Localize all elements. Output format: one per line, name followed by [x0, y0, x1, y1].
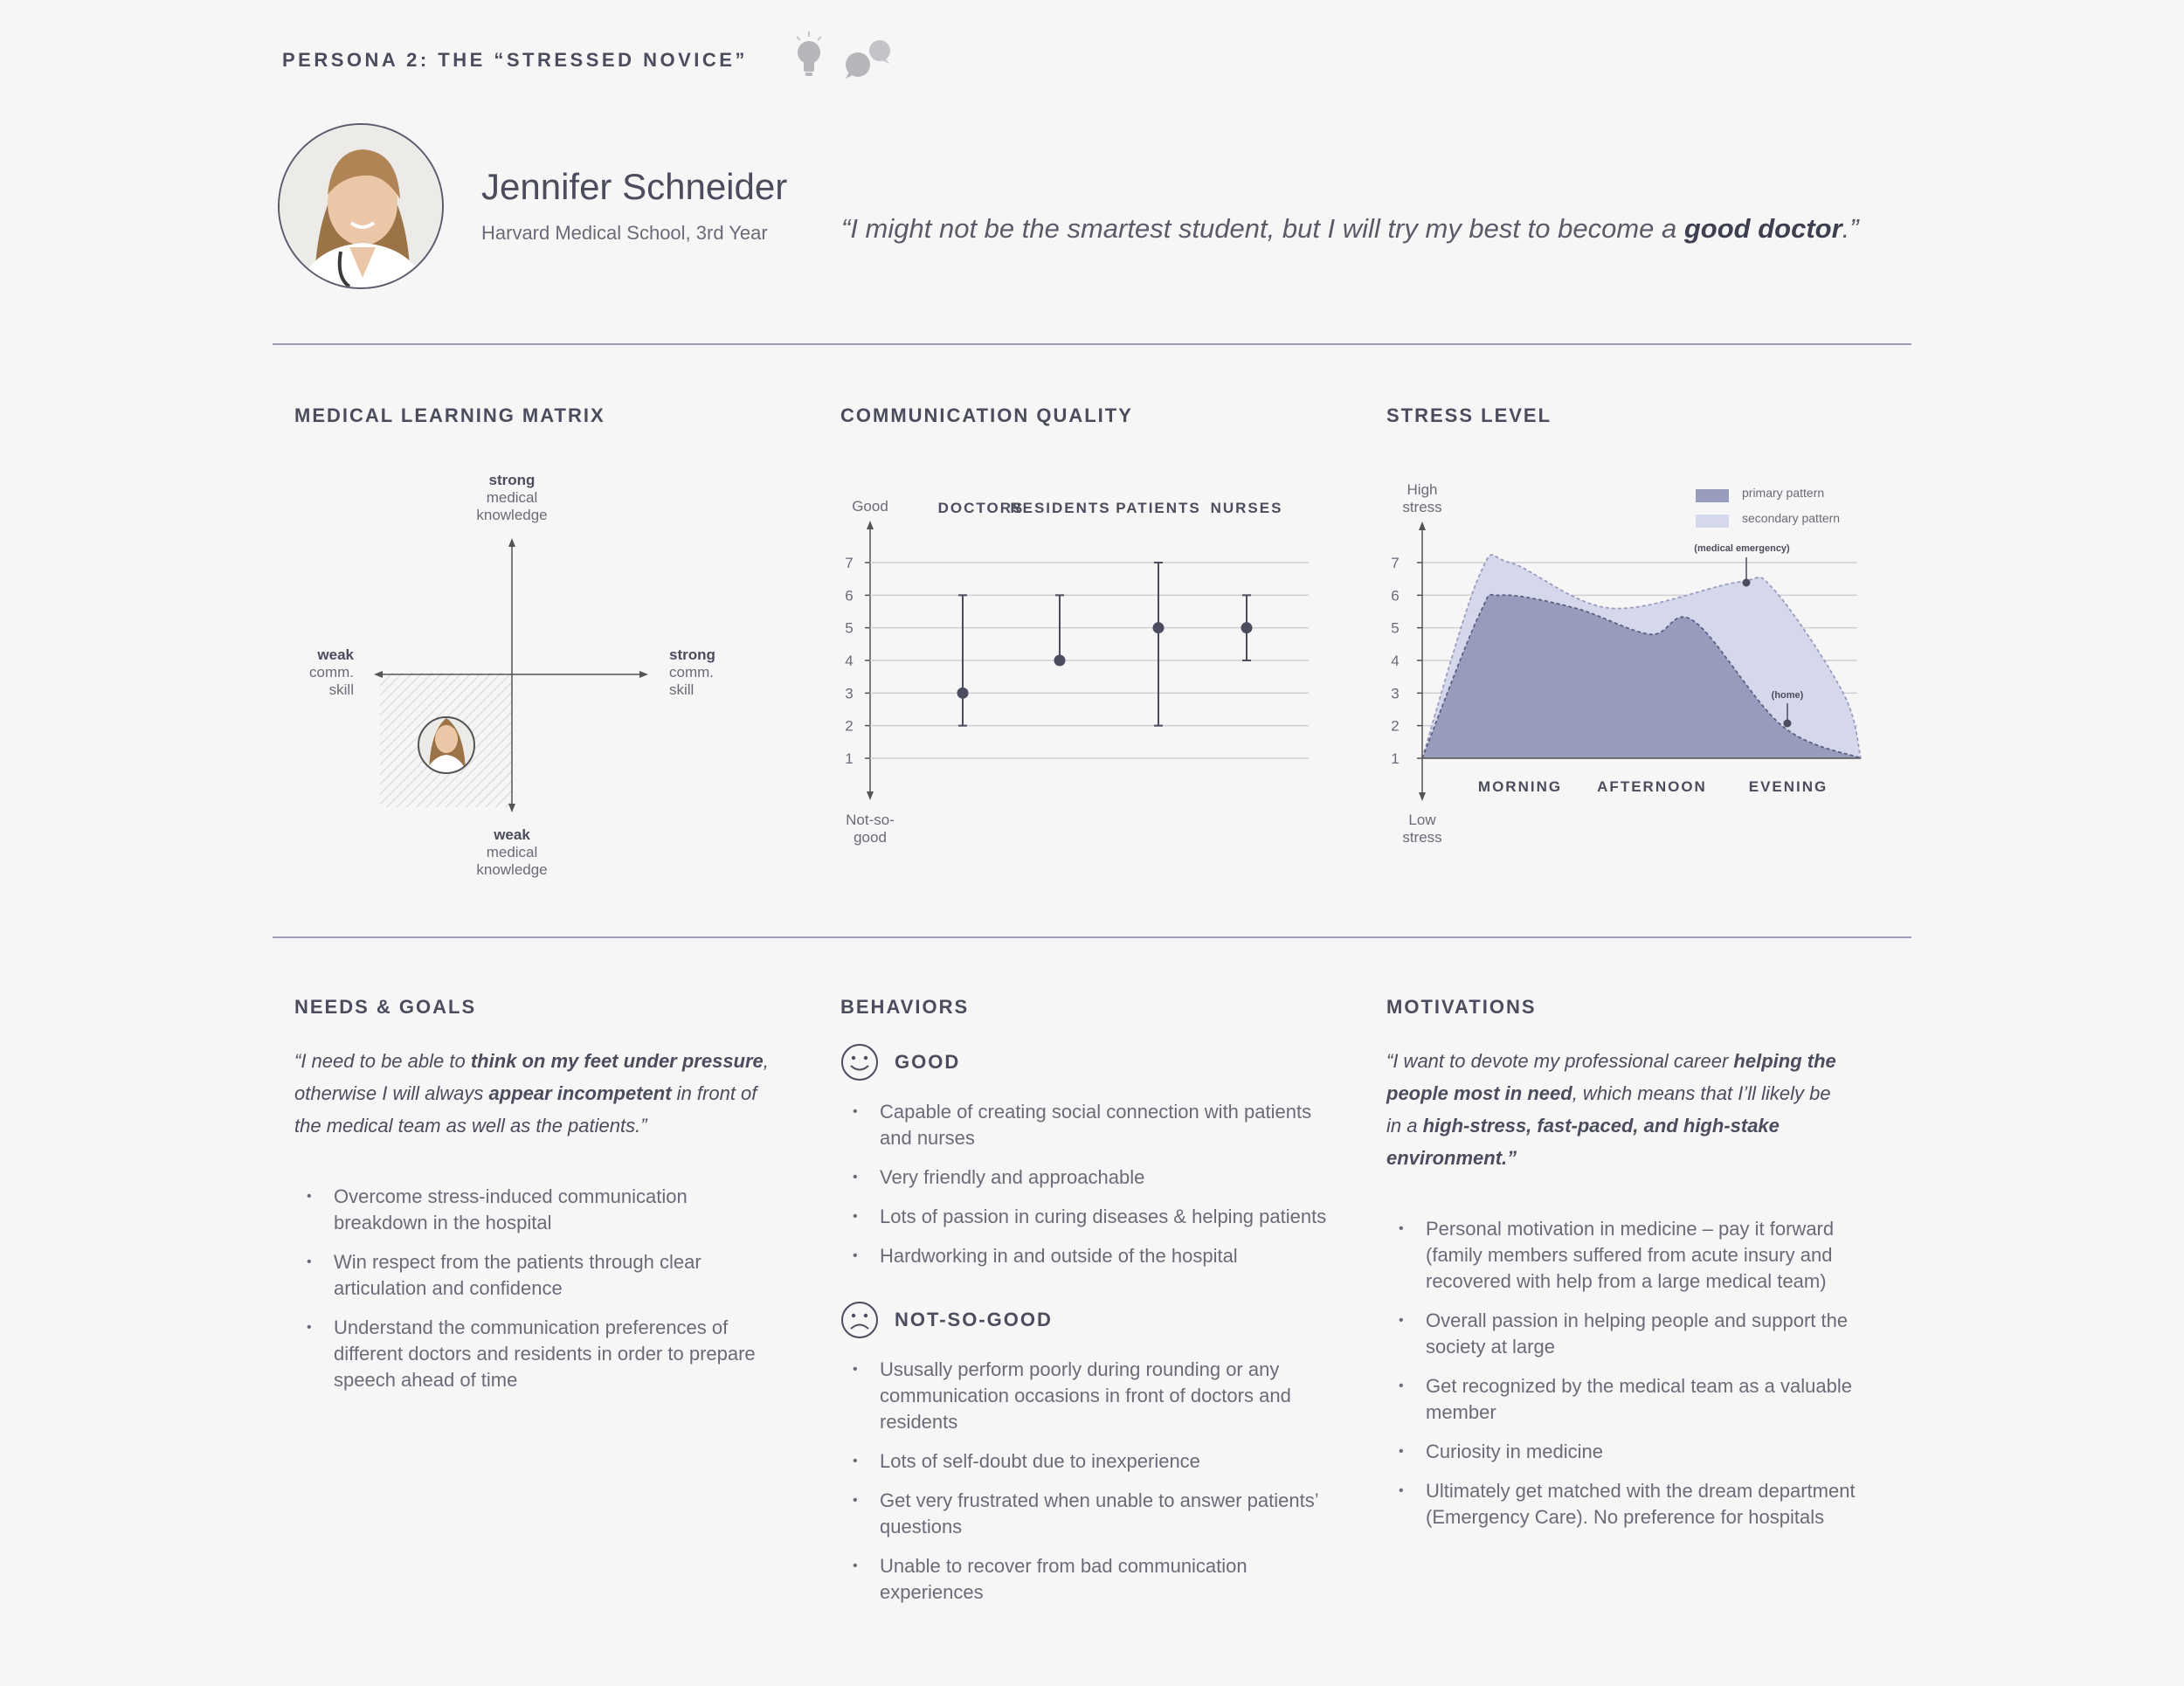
comm-data-point	[1241, 622, 1253, 633]
matrix-left-bold: weak	[317, 646, 354, 663]
stress-heading: STRESS LEVEL	[1386, 404, 1552, 426]
stress-low-label-2: stress	[1402, 829, 1442, 846]
comm-category-label: NURSES	[1210, 500, 1283, 516]
stress-y-tick-label: 6	[1391, 587, 1400, 605]
stress-y-tick-label: 7	[1391, 555, 1400, 571]
comm-bad-label-1: Not-so-	[846, 812, 895, 828]
stress-y-tick-label: 1	[1391, 750, 1400, 767]
quote-segment: , which means that I’ll likely be in a	[1386, 1082, 1831, 1137]
stress-y-tick-label: 2	[1391, 717, 1400, 735]
stress-y-tick-label: 3	[1391, 685, 1400, 702]
list-item: • Get recognized by the medical team as a valuable member	[1386, 1373, 1876, 1426]
list-item: • Capable of creating social connection with patients and nurses	[840, 1099, 1330, 1151]
motivations-list	[1386, 1216, 1876, 1531]
comm-y-tick-label: 1	[845, 750, 854, 767]
divider	[273, 936, 1911, 938]
list-item: • Win respect from the patients through clear articulation and confidence	[294, 1249, 784, 1302]
annotation-medical-emergency: (medical emergency)	[1694, 543, 1790, 554]
list-item: • Very friendly and approachable	[840, 1164, 1330, 1191]
quote-segment: think on my feet under pressure	[470, 1050, 764, 1072]
matrix-bottom-bold: weak	[494, 826, 530, 843]
comm-good-label: Good	[852, 498, 888, 515]
stress-high-label-2: stress	[1402, 499, 1442, 515]
quote-segment: , otherwise I will always	[294, 1050, 769, 1104]
annotation-point	[1784, 720, 1792, 728]
legend-swatch-primary	[1696, 489, 1729, 502]
list-item: • Lots of self-doubt due to inexperience	[840, 1448, 1330, 1475]
list-item: • Overcome stress-induced communication breakdown in the hospital	[294, 1184, 784, 1236]
motivations-section	[1386, 996, 1876, 1544]
persona-affiliation: Harvard Medical School, 3rd Year	[481, 222, 768, 244]
stress-category-label: MORNING	[1477, 778, 1563, 795]
comm-data-point	[1153, 622, 1165, 633]
annotation-point	[1743, 579, 1751, 587]
list-item: • Lots of passion in curing diseases & helping patients	[840, 1204, 1330, 1230]
behaviors-section	[840, 996, 1330, 1619]
quote-segment: “I want to devote my professional career	[1386, 1050, 1734, 1072]
list-item: • Ultimately get matched with the dream department (Emergency Care). No preference for hospitals	[1386, 1478, 1876, 1531]
behaviors-good-list	[840, 1099, 1330, 1269]
matrix-right-line2: skill	[669, 681, 695, 698]
list-item: • Unable to recover from bad communication experiences	[840, 1553, 1330, 1606]
stress-category-label: AFTERNOON	[1597, 778, 1707, 795]
annotation-home: (home)	[1771, 690, 1804, 701]
comm-data-point	[957, 688, 969, 699]
legend-primary: primary pattern	[1742, 486, 1825, 500]
avatar	[278, 123, 444, 289]
frown-icon	[840, 1301, 879, 1339]
comm-y-tick-label: 3	[845, 685, 854, 702]
comm-bad-label-2: good	[854, 829, 887, 846]
quote-segment: in front of the medical team as well as the patients.”	[294, 1082, 757, 1137]
needs-heading: NEEDS & GOALS	[294, 996, 477, 1018]
persona-title: PERSONA 2: THE “STRESSED NOVICE”	[282, 49, 748, 71]
comm-y-tick-label: 7	[845, 555, 854, 571]
list-item: • Personal motivation in medicine – pay it forward (family members suffered from acute insury and recovered with help from a large medical team)	[1386, 1216, 1876, 1295]
stress-y-tick-label: 4	[1391, 653, 1400, 669]
comm-category-label: PATIENTS	[1116, 500, 1201, 516]
matrix-bottom-line1: medical	[486, 844, 538, 860]
persona-quote: “I might not be the smartest student, but I will try my best to become a good doctor.”	[841, 213, 1859, 244]
stress-category-label: EVENING	[1748, 778, 1828, 795]
behaviors-good-label: GOOD	[895, 1051, 961, 1073]
needs-list	[294, 1184, 784, 1393]
legend-swatch-secondary	[1696, 515, 1729, 528]
learning-matrix	[294, 454, 784, 891]
behaviors-bad-list	[840, 1357, 1330, 1606]
stress-y-tick-label: 5	[1391, 619, 1400, 637]
comm-y-tick-label: 2	[845, 717, 854, 735]
needs-quote	[294, 1045, 784, 1142]
legend-secondary: secondary pattern	[1742, 511, 1841, 525]
speech-bubbles-icon	[846, 40, 890, 79]
needs-section	[294, 996, 784, 1406]
list-item: • Curiosity in medicine	[1386, 1439, 1876, 1465]
comm-data-point	[1054, 655, 1066, 667]
behaviors-bad-label: NOT-SO-GOOD	[895, 1309, 1053, 1330]
list-item: • Ususally perform poorly during rounding or any communication occasions in front of doctors and residents	[840, 1357, 1330, 1435]
list-item: • Hardworking in and outside of the hospital	[840, 1243, 1330, 1269]
comm-category-label: DOCTORS	[937, 500, 1025, 516]
smiley-icon	[840, 1043, 879, 1081]
matrix-left-line1: comm.	[309, 664, 354, 681]
stress-level-chart	[1380, 476, 1887, 852]
comm-y-tick-label: 6	[845, 587, 854, 605]
motivations-heading: MOTIVATIONS	[1386, 996, 1537, 1018]
matrix-top-line1: medical	[486, 489, 538, 506]
motivations-quote	[1386, 1045, 1849, 1174]
lightbulb-icon	[797, 31, 821, 76]
behaviors-good-header	[840, 1043, 1330, 1081]
divider	[273, 343, 1911, 345]
list-item: • Get very frustrated when unable to answer patients’ questions	[840, 1488, 1330, 1540]
behaviors-heading: BEHAVIORS	[840, 996, 970, 1018]
matrix-top-line2: knowledge	[476, 507, 548, 523]
header-icons	[786, 30, 900, 86]
matrix-left-line2: skill	[328, 681, 354, 698]
matrix-heading: MEDICAL LEARNING MATRIX	[294, 404, 605, 426]
matrix-top-bold: strong	[488, 472, 536, 488]
matrix-right-bold: strong	[669, 646, 715, 663]
quote-segment: appear incompetent	[488, 1082, 672, 1104]
comm-category-label: RESIDENTS	[1010, 500, 1111, 516]
list-item: • Understand the communication preferences of different doctors and residents in order to prepare speech ahead of time	[294, 1315, 784, 1393]
stress-low-label-1: Low	[1408, 812, 1436, 828]
behaviors-bad-header	[840, 1301, 1330, 1339]
list-item: • Overall passion in helping people and support the society at large	[1386, 1308, 1876, 1360]
comm-y-tick-label: 4	[845, 653, 854, 669]
stress-high-label-1: High	[1406, 481, 1438, 498]
comm-y-tick-label: 5	[845, 619, 854, 637]
matrix-bottom-line2: knowledge	[476, 861, 548, 878]
persona-name: Jennifer Schneider	[481, 166, 788, 207]
communication-quality-chart	[830, 480, 1328, 856]
quote-segment: high-stress, fast-paced, and high-stake environment.”	[1386, 1115, 1780, 1169]
matrix-right-line1: comm.	[669, 664, 714, 681]
quote-segment: helping the people most in need	[1386, 1050, 1836, 1104]
quote-segment: “I need to be able to	[294, 1050, 471, 1072]
comm-heading: COMMUNICATION QUALITY	[840, 404, 1133, 426]
